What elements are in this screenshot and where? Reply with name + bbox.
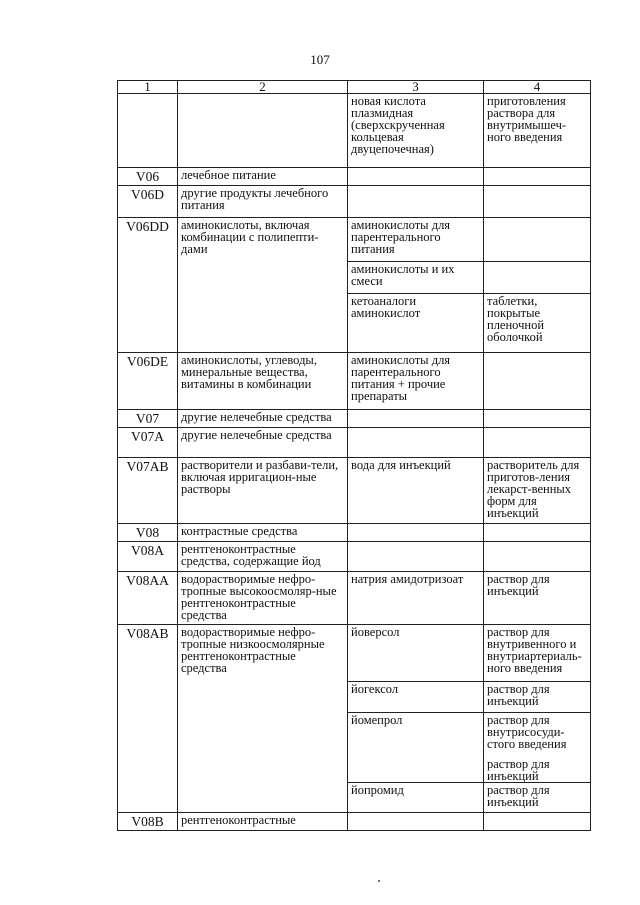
- substance-name: йомепрол: [348, 713, 484, 783]
- substance-name: [348, 410, 484, 428]
- dosage-form: раствор для инъекций: [484, 783, 591, 813]
- table-row: [118, 353, 591, 410]
- drug-classification-table: [117, 80, 591, 831]
- table-row: [118, 186, 591, 218]
- substance-name: аминокислоты для парентерального питания: [348, 218, 484, 262]
- atc-code: V08AA: [118, 572, 178, 625]
- atc-code: V08A: [118, 542, 178, 572]
- atc-code: V06DD: [118, 218, 178, 353]
- dosage-form: [484, 186, 591, 218]
- atc-name: водорастворимые нефро-тропные низкоосмолярные рентгеноконтрастные средства: [178, 625, 348, 813]
- atc-code: V06: [118, 168, 178, 186]
- dosage-form: [484, 218, 591, 262]
- column-header-1: 1: [118, 81, 178, 94]
- dosage-form: раствор для внутривенного и внутриартериаль-ного введения: [484, 625, 591, 682]
- dosage-form: [484, 262, 591, 294]
- dosage-form: раствор для инъекций: [484, 572, 591, 625]
- substance-name: [348, 168, 484, 186]
- substance-name: [348, 813, 484, 831]
- substance-name: йопромид: [348, 783, 484, 813]
- atc-code: V07A: [118, 428, 178, 458]
- table-row: [118, 813, 591, 831]
- column-header-4: 4: [484, 81, 591, 94]
- table-row: [118, 168, 591, 186]
- table-row: [118, 458, 591, 524]
- atc-code: V07: [118, 410, 178, 428]
- substance-name: йогексол: [348, 682, 484, 713]
- dosage-form: [484, 542, 591, 572]
- table-row: [118, 572, 591, 625]
- atc-name: аминокислоты, включая комбинации с полипепти-дами: [178, 218, 348, 353]
- atc-code: V06DE: [118, 353, 178, 410]
- substance-name: кетоаналоги аминокислот: [348, 294, 484, 353]
- dosage-form: [484, 524, 591, 542]
- table-row: [118, 94, 591, 168]
- dosage-form: приготовления раствора для внутримышеч-ного введения: [484, 94, 591, 168]
- scan-dot: [378, 880, 380, 882]
- table-row: [118, 542, 591, 572]
- dosage-form: [484, 353, 591, 410]
- dosage-form: раствор для инъекций: [484, 682, 591, 713]
- atc-code: V08: [118, 524, 178, 542]
- dosage-form: раствор для внутрисосуди-стого введения: [487, 713, 567, 751]
- atc-name: [178, 94, 348, 168]
- atc-name: контрастные средства: [178, 524, 348, 542]
- substance-name: [348, 524, 484, 542]
- atc-name: лечебное питание: [178, 168, 348, 186]
- dosage-form-cell: [484, 713, 591, 783]
- dosage-form-alt: раствор для инъекций: [487, 757, 550, 783]
- atc-name: другие нелечебные средства: [178, 428, 348, 458]
- atc-code: V08AB: [118, 625, 178, 813]
- table-row: [118, 218, 591, 262]
- substance-name: йоверсол: [348, 625, 484, 682]
- substance-name: новая кислота плазмидная (сверхскрученная кольцевая двуцепочечная): [348, 94, 484, 168]
- substance-name: [348, 186, 484, 218]
- dosage-form: [484, 168, 591, 186]
- table-row: [118, 410, 591, 428]
- page-number: 107: [310, 52, 330, 67]
- table-row: [118, 524, 591, 542]
- substance-name: натрия амидотризоат: [348, 572, 484, 625]
- atc-name: рентгеноконтрастные средства, содержащие йод: [178, 542, 348, 572]
- substance-name: [348, 428, 484, 458]
- atc-name: другие продукты лечебного питания: [178, 186, 348, 218]
- atc-name: рентгеноконтрастные: [178, 813, 348, 831]
- atc-code: V08B: [118, 813, 178, 831]
- substance-name: аминокислоты и их смеси: [348, 262, 484, 294]
- substance-name: аминокислоты для парентерального питания + прочие препараты: [348, 353, 484, 410]
- column-header-3: 3: [348, 81, 484, 94]
- table-header-row: [118, 81, 591, 94]
- dosage-form: [484, 410, 591, 428]
- atc-name: аминокислоты, углеводы, минеральные вещества, витамины в комбинации: [178, 353, 348, 410]
- dosage-form: [484, 428, 591, 458]
- substance-name: вода для инъекций: [348, 458, 484, 524]
- table-row: [118, 428, 591, 458]
- dosage-form: [484, 813, 591, 831]
- atc-code: V07AB: [118, 458, 178, 524]
- table-row: [118, 625, 591, 682]
- atc-code: [118, 94, 178, 168]
- atc-name: водорастворимые нефро-тропные высокоосмоляр-ные рентгеноконтрастные средства: [178, 572, 348, 625]
- atc-code: V06D: [118, 186, 178, 218]
- dosage-form: таблетки, покрытые пленочной оболочкой: [484, 294, 591, 353]
- substance-name: [348, 542, 484, 572]
- dosage-form: растворитель для приготов-ления лекарст-венных форм для инъекций: [484, 458, 591, 524]
- atc-name: растворители и разбави-тели, включая ирригацион-ные растворы: [178, 458, 348, 524]
- atc-name: другие нелечебные средства: [178, 410, 348, 428]
- column-header-2: 2: [178, 81, 348, 94]
